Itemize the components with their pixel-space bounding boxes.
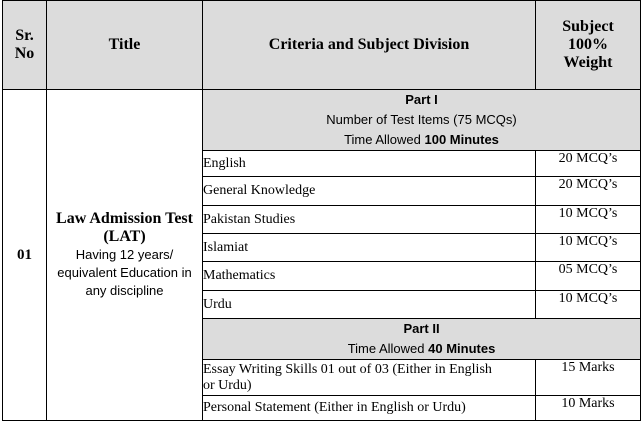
sr-no-cell: 01 [3, 90, 47, 421]
subject-name-line2: or Urdu) [203, 377, 252, 393]
subject-name [203, 360, 536, 396]
subject-weight: 10 MCQ’s [536, 206, 641, 234]
criteria-header: Criteria and Subject Division [203, 1, 536, 90]
subject-name: Pakistan Studies [203, 206, 536, 234]
eligibility-line1: Having 12 years/ [75, 247, 174, 262]
subject-weight: 20 MCQ’s [536, 151, 641, 177]
eligibility-line3: any discipline [85, 283, 164, 298]
part1-label: Part I [405, 92, 438, 107]
part1-time [203, 130, 640, 150]
weight-header-line2: 100% [568, 36, 608, 53]
part1-time-value: 100 Minutes [424, 132, 499, 147]
weight-header-line3: Weight [563, 54, 613, 71]
part2-time-prefix: Time Allowed [347, 341, 429, 356]
part1-header [203, 90, 641, 151]
title-cell [47, 90, 203, 421]
subject-name: Mathematics [203, 262, 536, 291]
part1-time-prefix: Time Allowed [344, 132, 425, 147]
title-header: Title [47, 1, 203, 90]
part2-label: Part II [403, 321, 440, 336]
part2-time-value: 40 Minutes [428, 341, 496, 356]
subject-name-line1: Essay Writing Skills 01 out of 03 (Either in English [203, 361, 492, 377]
part2-header [203, 319, 641, 360]
subject-weight: 10 MCQ’s [536, 234, 641, 262]
subject-name: General Knowledge [203, 177, 536, 206]
eligibility-line2: equivalent Education in [57, 265, 192, 280]
part1-header-row [3, 90, 641, 151]
subject-name: Urdu [203, 291, 536, 319]
subject-weight: 05 MCQ’s [536, 262, 641, 291]
subject-weight: 15 Marks [536, 360, 641, 396]
subject-name: English [203, 151, 536, 177]
weight-header-line1: Subject [562, 18, 614, 35]
sr-no-header [3, 1, 47, 90]
part1-items-text: Number of Test Items (75 MCQs) [326, 112, 517, 127]
subject-weight: 10 Marks [536, 396, 641, 421]
subject-weight: 10 MCQ’s [536, 291, 641, 319]
header-row [3, 1, 641, 90]
test-name-line2: (LAT) [103, 228, 146, 245]
sr-no-header-line1: Sr. [15, 27, 34, 44]
subject-name: Islamiat [203, 234, 536, 262]
subject-weight: 20 MCQ’s [536, 177, 641, 206]
subject-name: Personal Statement (Either in English or Urdu) [203, 396, 536, 421]
weight-header [536, 1, 641, 90]
test-name-line1: Law Admission Test [56, 210, 193, 227]
lat-criteria-table [2, 0, 641, 421]
part2-time [203, 339, 640, 359]
sr-no-header-line2: No [14, 45, 35, 62]
